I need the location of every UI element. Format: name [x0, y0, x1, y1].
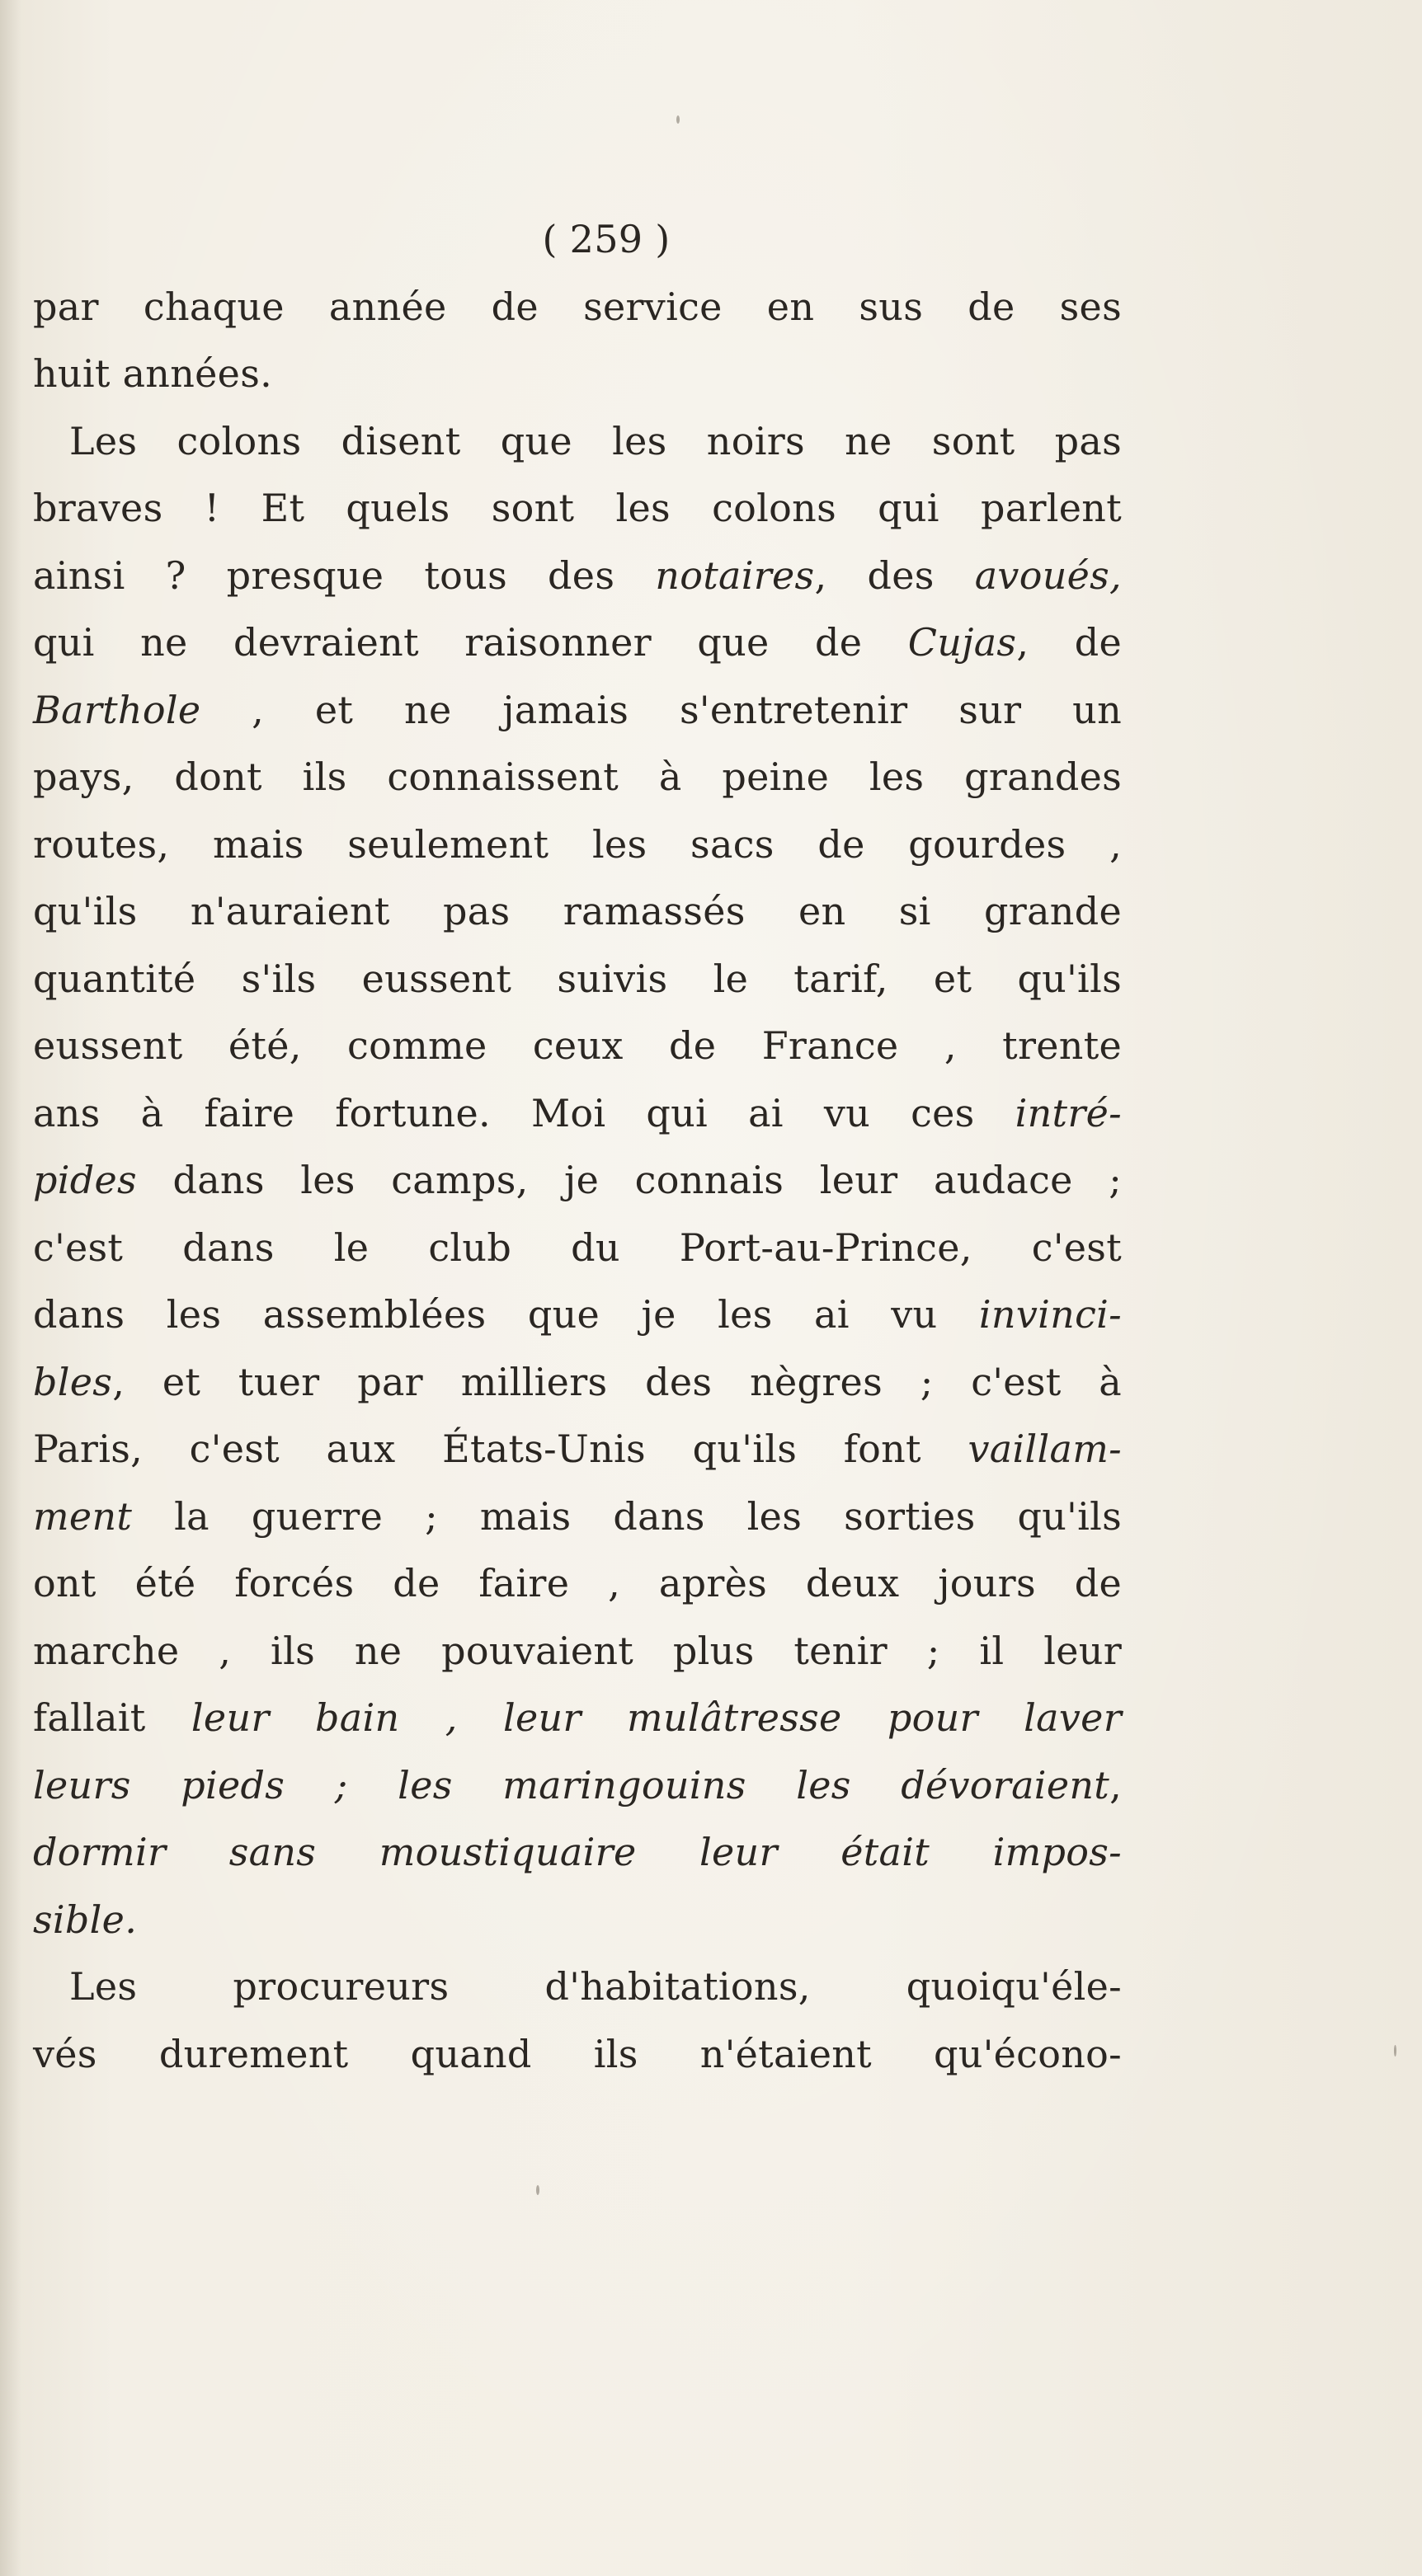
text-line — [33, 1349, 1122, 1417]
text-run: eussent été, comme ceux de France , trente — [33, 1023, 1122, 1068]
text-run: routes, mais seulement les sacs de gourdes , — [33, 821, 1122, 867]
text-run: c'est dans le club du Port-au-Prince, c'est — [33, 1225, 1122, 1270]
text-run: qui ne devraient raisonner que de — [33, 620, 908, 665]
text-line — [33, 878, 1122, 946]
text-run: Les procureurs d'habitations, quoiqu'éle- — [69, 1964, 1122, 2009]
italic-text: Cujas — [907, 620, 1017, 665]
text-run: ont été forcés de faire , après deux jours de — [33, 1561, 1122, 1605]
italic-text: leurs pieds ; les maringouins les dévoraient — [33, 1762, 1110, 1807]
text-line — [33, 2021, 1122, 2089]
italic-text: vaillam- — [968, 1427, 1122, 1471]
text-run: fallait — [33, 1695, 191, 1740]
text-run: ans à faire fortune. Moi qui ai vu ces — [33, 1090, 1015, 1135]
italic-text: sible. — [33, 1897, 138, 1942]
text-run: par chaque année de service en sus de ses — [33, 284, 1122, 329]
text-run: vés durement quand ils n'étaient qu'écono- — [33, 2031, 1122, 2076]
text-line — [33, 475, 1122, 543]
italic-text: avoués, — [974, 552, 1122, 598]
text-line — [33, 1416, 1122, 1483]
text-line — [33, 1618, 1122, 1685]
italic-text: notaires — [655, 552, 815, 598]
text-line — [33, 677, 1122, 745]
italic-text: ment — [33, 1493, 133, 1539]
text-run: ainsi ? presque tous des — [33, 552, 656, 598]
text-run: dans les assemblées que je les ai vu — [33, 1292, 979, 1337]
text-line — [33, 408, 1122, 476]
text-line — [33, 274, 1122, 341]
page-number: ( 259 ) — [542, 217, 671, 261]
text-line — [33, 1215, 1122, 1282]
text-run: pays, dont ils connaissent à peine les grandes — [33, 754, 1122, 799]
text-line — [33, 1483, 1122, 1551]
text-line — [33, 1147, 1122, 1215]
text-run: Les colons disent que les noirs ne sont pas — [69, 418, 1122, 463]
text-run: braves ! Et quels sont les colons qui parlent — [33, 486, 1122, 530]
text-run: dans les camps, je connais leur audace ; — [136, 1158, 1122, 1202]
text-run: , et ne jamais s'entretenir sur un — [200, 687, 1122, 732]
text-line — [33, 811, 1122, 879]
text-line — [33, 609, 1122, 677]
italic-text: Barthole — [33, 687, 201, 732]
text-line — [33, 1550, 1122, 1618]
italic-text: leur bain , leur mulâtresse pour laver — [191, 1695, 1122, 1740]
text-line — [33, 1887, 1122, 1954]
text-run: marche , ils ne pouvaient plus tenir ; il leur — [33, 1628, 1122, 1673]
text-line — [33, 341, 1122, 408]
text-line — [33, 1281, 1122, 1349]
text-run: Paris, c'est aux États-Unis qu'ils font — [33, 1427, 968, 1471]
text-run: , de — [1016, 620, 1122, 665]
text-line — [33, 1819, 1122, 1887]
text-run: quantité s'ils eussent suivis le tarif, et qu'ils — [33, 956, 1122, 1001]
text-line — [33, 744, 1122, 811]
paper-speck — [1394, 2045, 1396, 2057]
text-line — [33, 1080, 1122, 1148]
page-gutter-shadow — [0, 0, 21, 2576]
paper-speck — [676, 115, 680, 124]
text-run: qu'ils n'auraient pas ramassés en si grande — [33, 889, 1122, 933]
text-line — [33, 543, 1122, 610]
italic-text: intré- — [1015, 1090, 1122, 1135]
text-run: , — [1109, 1762, 1122, 1807]
italic-text: bles — [33, 1359, 113, 1404]
paper-speck — [536, 2185, 539, 2195]
text-run: la guerre ; mais dans les sorties qu'ils — [132, 1493, 1122, 1539]
text-line — [33, 946, 1122, 1013]
italic-text: pides — [33, 1158, 137, 1202]
italic-text: dormir sans moustiquaire leur était impos- — [33, 1830, 1122, 1874]
text-run: , et tuer par milliers des nègres ; c'est à — [112, 1359, 1122, 1404]
text-line — [33, 1752, 1122, 1820]
text-run: , des — [814, 552, 975, 598]
text-run: huit années. — [33, 351, 273, 396]
body-text — [33, 274, 1122, 2089]
page-text-block — [33, 206, 1122, 2088]
text-line — [33, 1953, 1122, 2021]
text-line — [33, 1685, 1122, 1752]
text-line — [33, 1013, 1122, 1080]
italic-text: invinci- — [978, 1292, 1122, 1337]
